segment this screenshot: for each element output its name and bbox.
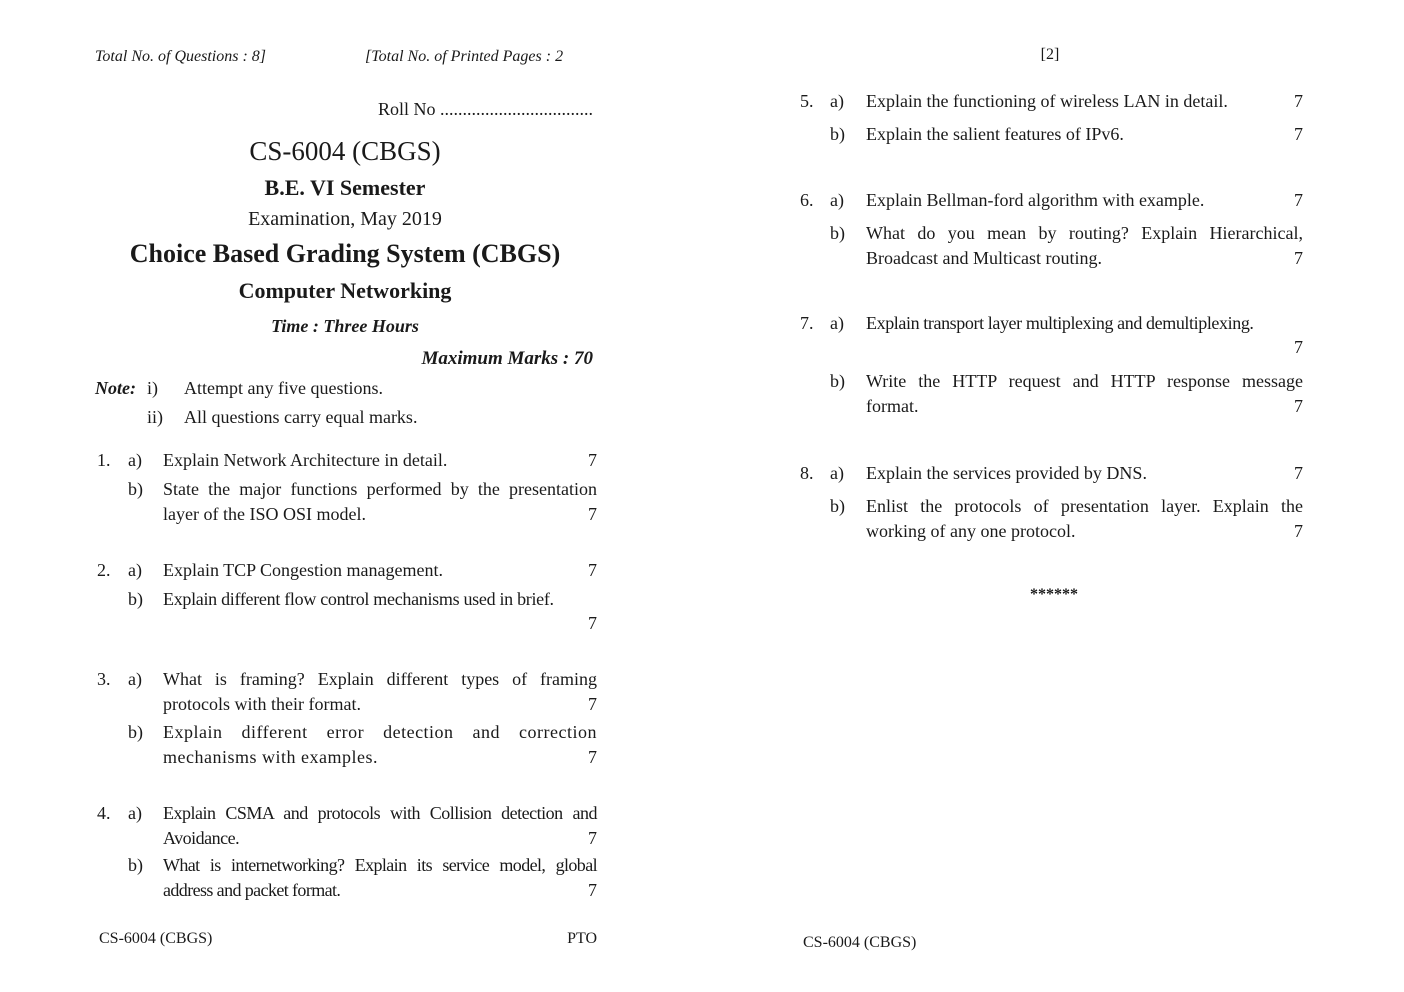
- question-text: Explain the salient features of IPv6.: [866, 124, 1124, 144]
- question-text: Write the HTTP request and HTTP response message format.: [866, 371, 1303, 416]
- page-number: [2]: [1040, 46, 1060, 63]
- question-2a: [97, 558, 597, 583]
- total-pages: [Total No. of Printed Pages : 2: [365, 48, 564, 65]
- time: Time : Three Hours: [271, 316, 419, 336]
- question-marks: 7: [1294, 396, 1303, 416]
- part-letter: a): [128, 669, 142, 689]
- question-7a: [800, 311, 1303, 361]
- question-text: Explain the functioning of wireless LAN in detail.: [866, 91, 1228, 111]
- question-text: Explain the services provided by DNS.: [866, 463, 1147, 483]
- question-text: Explain different flow control mechanisms used in brief.: [163, 589, 554, 609]
- note-num: i): [147, 378, 158, 398]
- semester: B.E. VI Semester: [264, 175, 426, 200]
- question-text: Enlist the protocols of presentation layer. Explain the working of any one protocol.: [866, 496, 1303, 541]
- part-letter: a): [830, 190, 844, 210]
- question-text: Explain Network Architecture in detail.: [163, 450, 448, 470]
- question-5a: [800, 89, 1303, 114]
- examination: Examination, May 2019: [248, 208, 442, 230]
- question-text: What is framing? Explain different types of framing protocols with their format.: [163, 669, 597, 714]
- part-letter: a): [128, 803, 142, 823]
- question-text: What do you mean by routing? Explain Hierarchical, Broadcast and Multicast routing.: [866, 223, 1303, 268]
- part-letter: b): [128, 589, 143, 609]
- question-marks: 7: [588, 694, 597, 714]
- question-5b: [800, 122, 1303, 147]
- question-number: 1.: [97, 450, 111, 470]
- question-marks: 7: [588, 504, 597, 524]
- part-letter: b): [830, 496, 845, 516]
- part-letter: b): [830, 223, 845, 243]
- question-6b: [800, 221, 1303, 271]
- part-letter: a): [830, 313, 844, 333]
- part-letter: b): [128, 722, 143, 742]
- question-number: 2.: [97, 560, 111, 580]
- part-letter: b): [128, 479, 143, 499]
- part-letter: a): [128, 450, 142, 470]
- part-letter: a): [830, 91, 844, 111]
- part-letter: a): [128, 560, 142, 580]
- page-2: [702, 0, 1404, 992]
- end-marker: ******: [1030, 586, 1078, 603]
- question-marks: 7: [1294, 91, 1303, 111]
- question-1b: [97, 477, 597, 527]
- question-marks: 7: [1294, 337, 1303, 357]
- question-text: Explain CSMA and protocols with Collision detection and Avoidance.: [163, 803, 597, 848]
- question-marks: 7: [1294, 248, 1303, 268]
- question-text: State the major functions performed by the presentation layer of the ISO OSI model.: [163, 479, 597, 524]
- question-2b: [97, 587, 597, 637]
- course-code: CS-6004 (CBGS): [249, 136, 441, 166]
- question-text: Explain different error detection and correction mechanisms with examples.: [163, 722, 597, 767]
- question-marks: 7: [588, 613, 597, 633]
- question-number: 5.: [800, 91, 814, 111]
- question-marks: 7: [1294, 190, 1303, 210]
- part-letter: b): [128, 855, 143, 875]
- question-number: 8.: [800, 463, 814, 483]
- question-marks: 7: [1294, 521, 1303, 541]
- question-marks: 7: [588, 747, 597, 767]
- subject: Computer Networking: [238, 278, 452, 303]
- max-marks: Maximum Marks : 70: [421, 348, 593, 369]
- note-label: Note:: [95, 378, 136, 398]
- grading-system: Choice Based Grading System (CBGS): [129, 239, 561, 268]
- question-7b: [800, 369, 1303, 419]
- note-num: ii): [147, 407, 163, 427]
- question-6a: [800, 188, 1303, 213]
- question-4b: [97, 853, 597, 903]
- note-text: All questions carry equal marks.: [184, 407, 418, 427]
- question-text: What is internetworking? Explain its service model, global address and packet format.: [163, 855, 597, 900]
- question-marks: 7: [588, 560, 597, 580]
- part-letter: a): [830, 463, 844, 483]
- question-marks: 7: [1294, 463, 1303, 483]
- footer-pto: PTO: [567, 930, 597, 947]
- question-number: 6.: [800, 190, 814, 210]
- part-letter: b): [830, 124, 845, 144]
- question-marks: 7: [588, 880, 597, 900]
- question-1a: [97, 448, 597, 473]
- question-text: Explain transport layer multiplexing and demultiplexing.: [866, 313, 1254, 333]
- question-text: Explain Bellman-ford algorithm with example.: [866, 190, 1205, 210]
- question-marks: 7: [588, 450, 597, 470]
- footer-code: CS-6004 (CBGS): [803, 934, 917, 951]
- question-3a: [97, 667, 597, 717]
- question-4a: [97, 801, 597, 851]
- question-marks: 7: [588, 828, 597, 848]
- question-number: 4.: [97, 803, 111, 823]
- total-questions: Total No. of Questions : 8]: [95, 48, 266, 65]
- roll-no: Roll No ..................................: [377, 99, 593, 119]
- question-marks: 7: [1294, 124, 1303, 144]
- question-8b: [800, 494, 1303, 544]
- part-letter: b): [830, 371, 845, 391]
- footer-code: CS-6004 (CBGS): [99, 930, 213, 947]
- question-number: 3.: [97, 669, 111, 689]
- question-number: 7.: [800, 313, 814, 333]
- question-3b: [97, 720, 597, 770]
- question-text: Explain TCP Congestion management.: [163, 560, 443, 580]
- question-8a: [800, 461, 1303, 486]
- note-text: Attempt any five questions.: [184, 378, 383, 398]
